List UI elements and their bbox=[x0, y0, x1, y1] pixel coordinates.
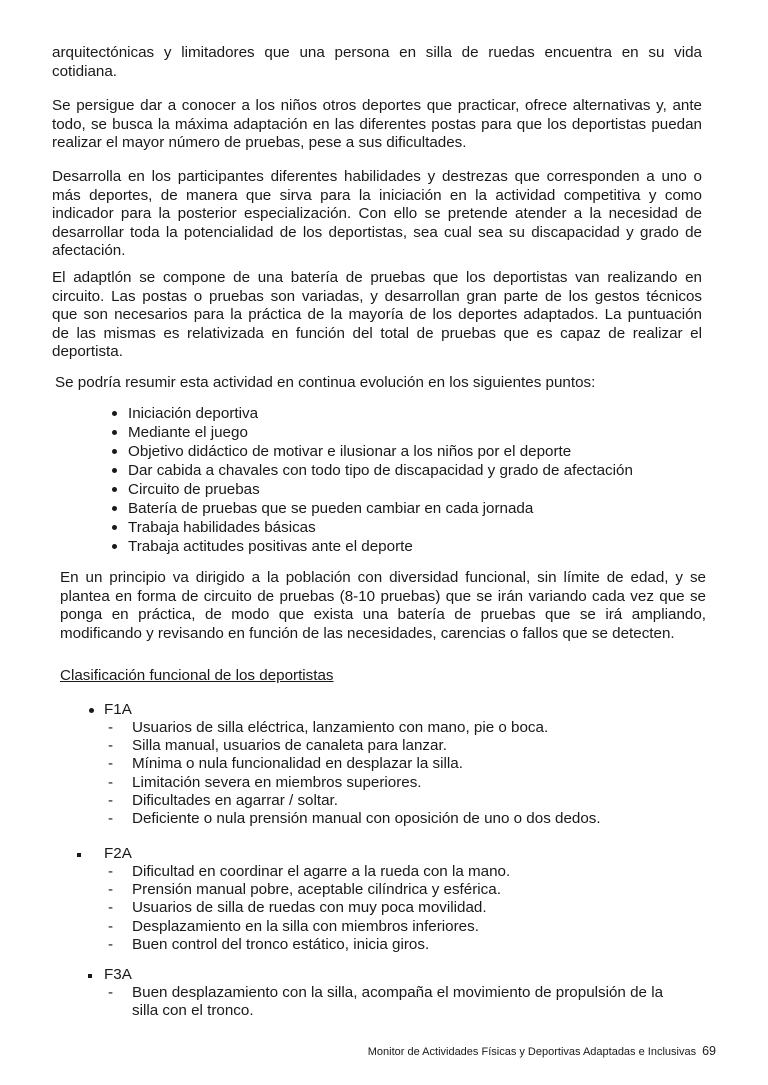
paragraph-line: plantea en forma de circuito de pruebas (8-10 pruebas) que se irán variando cada vez que se bbox=[60, 587, 706, 605]
dash-icon: - bbox=[108, 719, 114, 736]
list-item-text: Usuarios de silla eléctrica, lanzamiento con mano, pie o boca. bbox=[132, 719, 549, 736]
list-item-text: Limitación severa en miembros superiores. bbox=[132, 773, 422, 791]
list-item bbox=[112, 537, 633, 556]
class-criteria-list bbox=[108, 984, 688, 1020]
page-footer bbox=[368, 1044, 716, 1059]
paragraph-adaptlon bbox=[52, 269, 702, 362]
paragraph-target-population bbox=[60, 569, 706, 643]
bullet-icon bbox=[112, 487, 117, 492]
bullet-icon bbox=[112, 411, 117, 416]
list-item-text: Trabaja habilidades básicas bbox=[128, 519, 316, 536]
square-bullet-icon bbox=[88, 974, 92, 978]
list-item bbox=[108, 810, 601, 828]
list-item-text: Deficiente o nula prensión manual con oposición de uno o dos dedos. bbox=[132, 810, 601, 828]
list-item-text: Iniciación deportiva bbox=[128, 405, 259, 422]
list-item bbox=[108, 774, 601, 792]
paragraph-line: arquitectónicas y limitadores que una persona en silla de ruedas encuentra en su vida bbox=[52, 44, 702, 61]
paragraph-line: Se podría resumir esta actividad en continua evolución en los siguientes puntos: bbox=[55, 374, 596, 391]
bullet-icon bbox=[112, 468, 117, 473]
list-item-text: Buen control del tronco estático, inicia giros. bbox=[132, 935, 430, 953]
list-item-text: Desplazamiento en la silla con miembros inferiores. bbox=[132, 917, 479, 935]
list-item bbox=[108, 918, 510, 936]
list-item bbox=[112, 442, 633, 461]
dash-icon: - bbox=[108, 863, 114, 880]
paragraph-line: cotidiana. bbox=[52, 62, 118, 80]
list-item-text: Objetivo didáctico de motivar e ilusionar a los niños por el deporte bbox=[128, 443, 572, 460]
list-item bbox=[112, 404, 633, 423]
paragraph-line: afectación. bbox=[52, 242, 126, 260]
paragraph-line: indicador para la posterior especialización. Con ello se pretende atender a la necesidad de bbox=[52, 205, 702, 223]
list-item bbox=[108, 899, 510, 917]
class-label: F2A bbox=[104, 845, 132, 862]
dash-icon: - bbox=[108, 917, 114, 935]
list-item bbox=[112, 499, 633, 518]
list-item-text: Silla manual, usuarios de canaleta para lanzar. bbox=[132, 737, 447, 755]
bullet-icon bbox=[112, 525, 117, 530]
list-item-text: Dificultad en coordinar el agarre a la rueda con la mano. bbox=[132, 863, 511, 880]
list-item bbox=[112, 461, 633, 480]
list-item bbox=[108, 755, 601, 773]
list-item bbox=[108, 936, 510, 954]
paragraph-line: que son necesarios para la práctica de la mayoría de los deportes adaptados. La puntuación bbox=[52, 306, 702, 324]
paragraph-line: todo, se busca la máxima adaptación en las diferentes postas para que los deportistas puedan bbox=[52, 115, 702, 133]
list-item bbox=[108, 863, 510, 881]
paragraph-summary-intro bbox=[55, 374, 705, 393]
list-item bbox=[112, 480, 633, 499]
list-item-text: Dificultades en agarrar / soltar. bbox=[132, 791, 338, 809]
paragraph-line: desarrollar toda la potencialidad de los deportistas, sea cual sea su discapacidad y grado de bbox=[52, 223, 702, 241]
dash-icon: - bbox=[108, 881, 114, 899]
paragraph-objective bbox=[52, 97, 702, 153]
class-label: F1A bbox=[104, 701, 132, 718]
paragraph-intro-continuation bbox=[52, 44, 702, 81]
paragraph-line: El adaptlón se compone de una batería de pruebas que los deportistas van realizando en bbox=[52, 269, 702, 286]
paragraph-line: de las mismas es relativizada en función del total de pruebas que es capaz de realizar el bbox=[52, 324, 702, 342]
paragraph-line: En un principio va dirigido a la población con diversidad funcional, sin límite de edad, y se bbox=[60, 569, 706, 586]
paragraph-line: deportista. bbox=[52, 343, 123, 361]
dash-icon: - bbox=[108, 737, 114, 755]
footer-title: Monitor de Actividades Físicas y Deportivas Adaptadas e Inclusivas bbox=[367, 1046, 697, 1058]
bullet-icon bbox=[112, 544, 117, 549]
square-bullet-icon bbox=[77, 853, 81, 857]
list-item-text: Buen desplazamiento con la silla, acompaña el movimiento de propulsión de la silla con el tronco. bbox=[132, 984, 664, 1020]
dash-icon: - bbox=[108, 773, 114, 791]
paragraph-line: realizar el mayor número de pruebas, pese a sus dificultades. bbox=[52, 134, 467, 152]
paragraph-line: modificando y revisando en función de las necesidades, carencias o fallos que se detecten. bbox=[60, 624, 675, 642]
list-item-text: Mínima o nula funcionalidad en desplazar la silla. bbox=[132, 755, 463, 773]
dash-icon: - bbox=[108, 755, 114, 773]
paragraph-line: Desarrolla en los participantes diferentes habilidades y destrezas que corresponden a uno o bbox=[52, 168, 702, 185]
dash-icon: - bbox=[108, 791, 114, 809]
page-number: 69 bbox=[702, 1044, 716, 1058]
list-item bbox=[108, 737, 601, 755]
list-item-text: Dar cabida a chavales con todo tipo de discapacidad y grado de afectación bbox=[128, 462, 633, 479]
list-item-text: Circuito de pruebas bbox=[128, 481, 260, 498]
bullet-icon bbox=[112, 430, 117, 435]
class-criteria-list bbox=[108, 719, 601, 828]
dash-icon: - bbox=[108, 810, 114, 828]
dash-icon: - bbox=[108, 984, 114, 1001]
class-label: F3A bbox=[104, 966, 132, 983]
list-item-text: Mediante el juego bbox=[128, 424, 248, 441]
paragraph-line: ponga en práctica, de modo que exista una batería de pruebas que se irá ampliando, bbox=[60, 606, 706, 624]
key-points-list bbox=[112, 404, 633, 556]
list-item bbox=[108, 984, 688, 1020]
paragraph-line: más deportes, de manera que sirva para la iniciación en la actividad competitiva y como bbox=[52, 186, 702, 204]
list-item bbox=[112, 518, 633, 537]
bullet-icon bbox=[112, 506, 117, 511]
paragraph-line: Se persigue dar a conocer a los niños otros deportes que practicar, ofrece alternativas y, ante bbox=[52, 97, 702, 114]
paragraph-skills bbox=[52, 168, 702, 261]
list-item-text: Batería de pruebas que se pueden cambiar en cada jornada bbox=[128, 500, 534, 517]
list-item-text: Prensión manual pobre, aceptable cilíndrica y esférica. bbox=[132, 881, 501, 899]
section-heading: Clasificación funcional de los deportistas bbox=[60, 667, 334, 684]
list-item bbox=[112, 423, 633, 442]
list-item-text: Usuarios de silla de ruedas con muy poca movilidad. bbox=[132, 899, 487, 917]
bullet-icon bbox=[112, 449, 117, 454]
list-item bbox=[108, 719, 601, 737]
bullet-icon bbox=[89, 708, 94, 713]
paragraph-line: circuito. Las postas o pruebas son variadas, y desarrollan gran parte de los gestos técnicos bbox=[52, 287, 702, 305]
list-item bbox=[108, 881, 510, 899]
class-criteria-list bbox=[108, 863, 510, 954]
dash-icon: - bbox=[108, 899, 114, 917]
dash-icon: - bbox=[108, 935, 114, 953]
list-item-text: Trabaja actitudes positivas ante el deporte bbox=[128, 538, 413, 555]
list-item bbox=[108, 792, 601, 810]
